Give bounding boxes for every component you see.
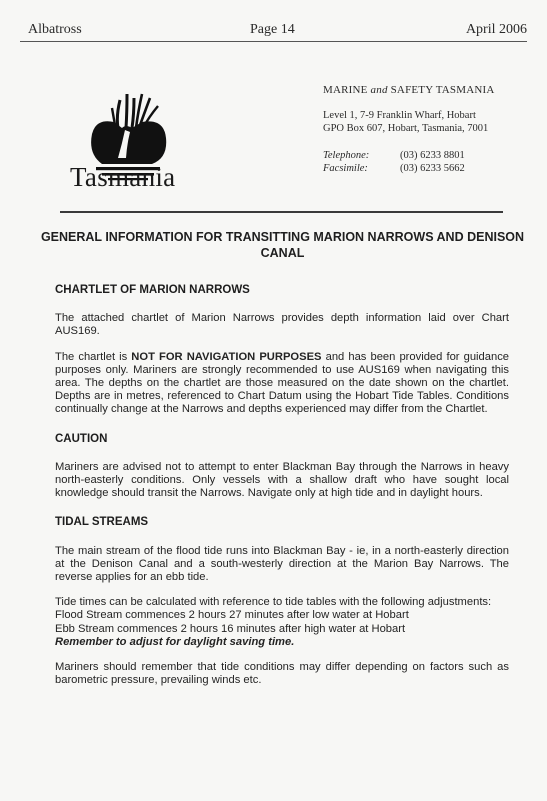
paragraph-chartlet-1: The attached chartlet of Marion Narrows provides depth information laid over Chart AUS169. bbox=[55, 312, 509, 338]
tasmania-wordmark: Tasmania bbox=[70, 162, 176, 192]
document-body bbox=[55, 284, 509, 703]
paragraph-tidal-3: Mariners should remember that tide conditions may differ depending on factors such as barometric pressure, prevailing winds etc. bbox=[55, 661, 509, 687]
facsimile-row bbox=[323, 162, 495, 175]
heading-tidal-streams: TIDAL STREAMS bbox=[55, 516, 149, 529]
section-divider bbox=[60, 211, 503, 213]
address-line-2: GPO Box 607, Hobart, Tasmania, 7001 bbox=[323, 123, 489, 134]
header-rule bbox=[20, 41, 527, 42]
running-header bbox=[20, 20, 527, 40]
document-title: GENERAL INFORMATION FOR TRANSITTING MARION NARROWS AND DENISON CANAL bbox=[40, 230, 525, 260]
postal-address bbox=[323, 109, 495, 135]
header-publication: Albatross bbox=[28, 22, 82, 37]
tide-adjustment-intro: Tide times can be calculated with reference to tide tables with the following adjustments: bbox=[55, 596, 492, 609]
paragraph-caution-1: Mariners are advised not to attempt to enter Blackman Bay through the Narrows in heavy north-easterly conditions. Only vessels with a shallow draft who have sought local knowledge should transit the Narrows. Navigate only at high tide and in daylight hours. bbox=[55, 460, 509, 500]
daylight-saving-reminder: Remember to adjust for daylight saving time. bbox=[55, 635, 295, 648]
header-page-number: Page 14 bbox=[250, 22, 295, 37]
section-chartlet bbox=[55, 284, 509, 417]
heading-chartlet: CHARTLET OF MARION NARROWS bbox=[55, 284, 250, 296]
telephone-value: (03) 6233 8801 bbox=[400, 150, 465, 161]
organisation-name: MARINE and SAFETY TASMANIA bbox=[323, 84, 495, 96]
address-line-1: Level 1, 7-9 Franklin Wharf, Hobart bbox=[323, 110, 476, 121]
ebb-stream-line: Ebb Stream commences 2 hours 16 minutes after high water at Hobart bbox=[55, 622, 406, 635]
section-tidal-streams bbox=[55, 516, 509, 687]
paragraph-tidal-2 bbox=[55, 596, 509, 649]
contact-block bbox=[323, 84, 495, 175]
facsimile-value: (03) 6233 5662 bbox=[400, 163, 465, 174]
paragraph-tidal-1: The main stream of the flood tide runs into Blackman Bay - ie, in a north-easterly direction at the Denison Canal and a south-westerly direction at the Marion Bay Narrows. The reverse applies for an ebb tide. bbox=[55, 544, 509, 584]
facsimile-label: Facsimile: bbox=[323, 163, 368, 174]
flood-stream-line: Flood Stream commences 2 hours 27 minutes after low water at Hobart bbox=[55, 609, 409, 622]
not-for-navigation-notice: NOT FOR NAVIGATION PURPOSES bbox=[131, 350, 322, 363]
header-date: April 2006 bbox=[465, 22, 527, 37]
telephone-row bbox=[323, 149, 495, 162]
section-caution bbox=[55, 433, 509, 501]
paragraph-chartlet-2: The chartlet is NOT FOR NAVIGATION PURPOSES and has been provided for guidance purposes only. Mariners are strongly recommended to use AUS169 when navigating this area. The depths on the chartlet are those measured on the date shown on the chartlet. Depths are in metres, referenced to Chart Datum using the Hobart Tide Tables. Conditions continually change at the Narrows and depths experienced may differ from the Chartlet. bbox=[55, 350, 510, 416]
heading-caution: CAUTION bbox=[55, 432, 108, 445]
telephone-label: Telephone: bbox=[323, 150, 370, 161]
